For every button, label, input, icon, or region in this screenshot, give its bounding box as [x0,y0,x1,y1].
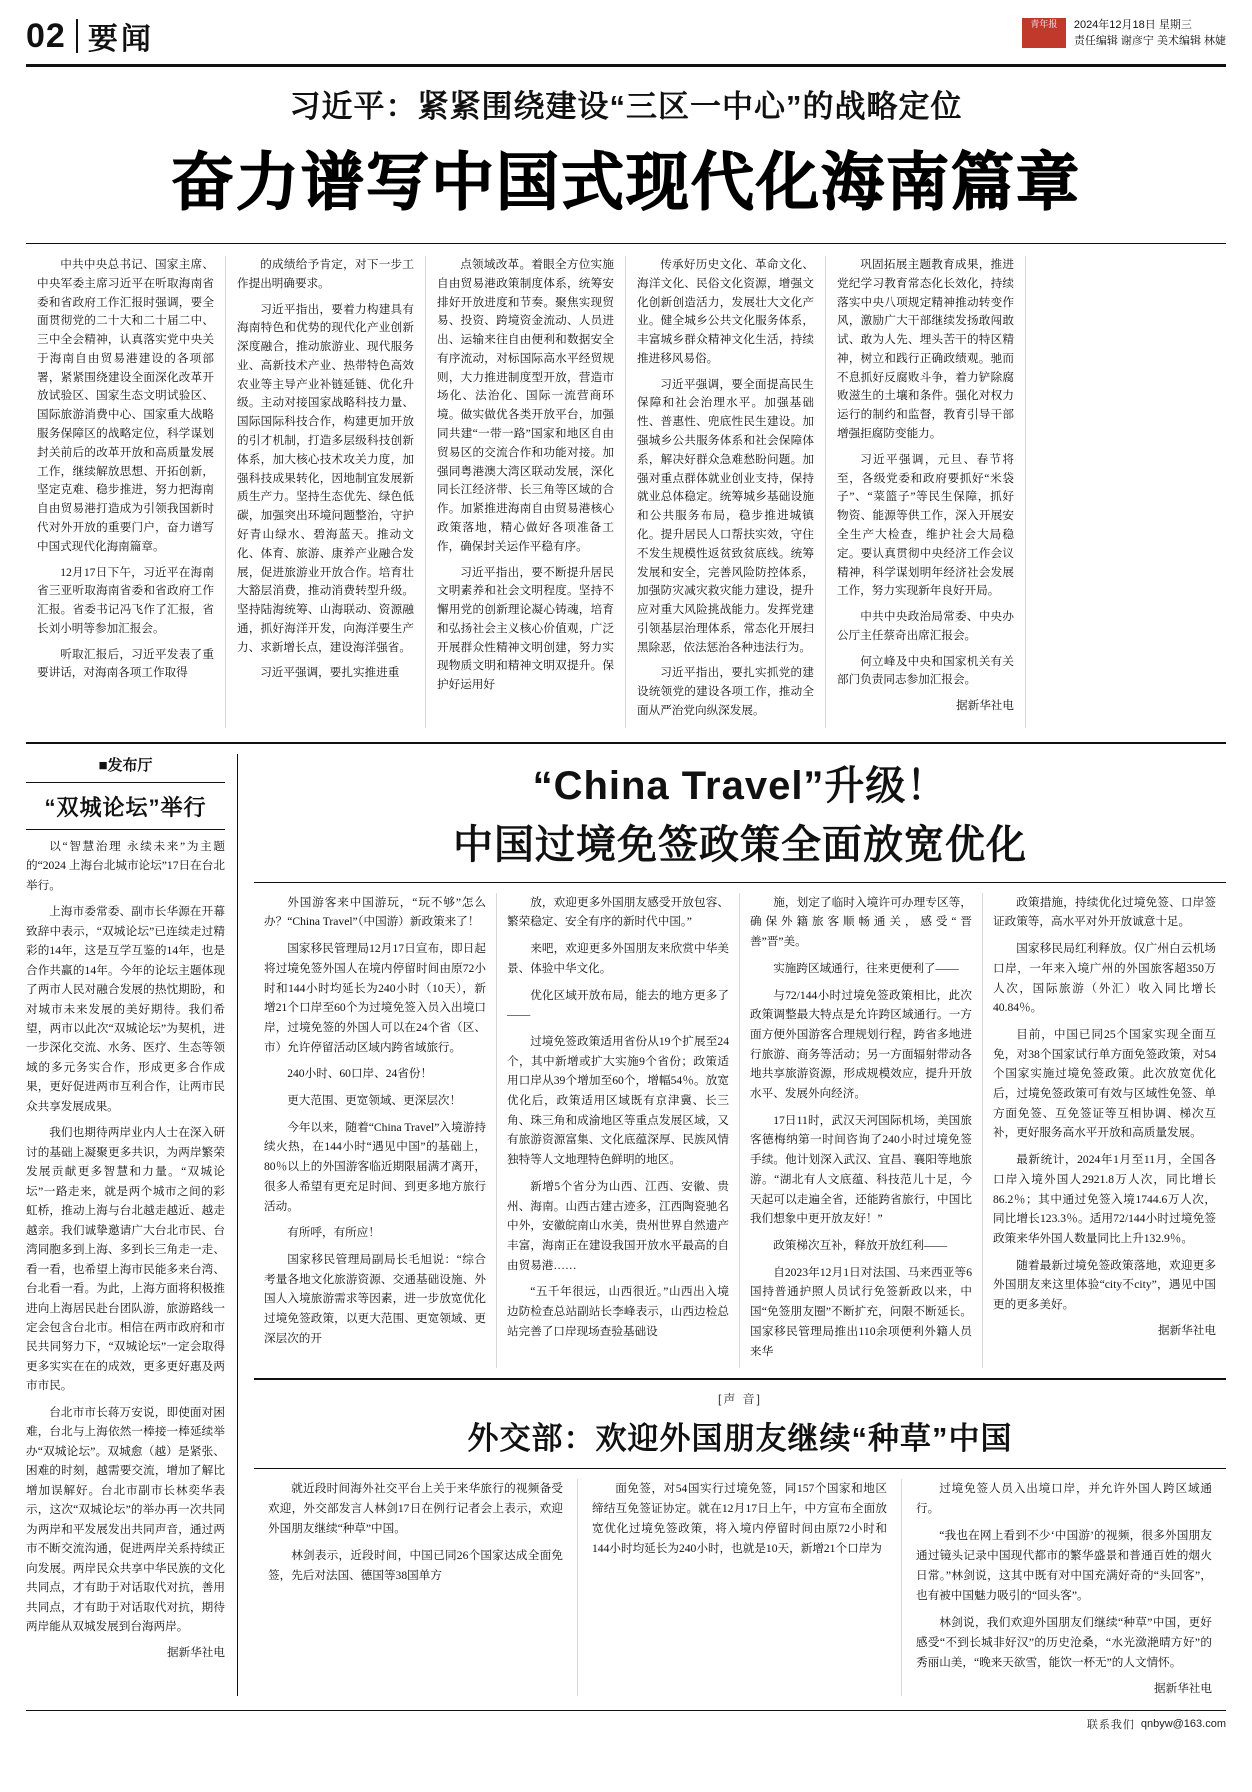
paragraph: “五千年很远，山西很近。”山西出入境边防检查总站副站长李峰表示，山西边检总站完善了口岸现场查验基础设 [507,1285,729,1338]
paragraph: 国家移民局红利释放。仅广州白云机场口岸，一年来入境广州的外国旅客超350万人次，国际旅游（外汇）收入同比增长40.84％。 [993,942,1216,1015]
ct-column-1 [254,893,497,1368]
paragraph: 政策措施，持续优化过境免签、口岸签证政策等，高水平对外开放诚意十足。 [993,895,1216,929]
paragraph: 优化区域开放布局，能去的地方更多了—— [507,988,729,1022]
paragraph: 听取汇报后，习近平发表了重要讲话，对海南各项工作取得 [37,647,214,680]
paragraph: 来吧，欢迎更多外国朋友来欣赏中华美景、体验中华文化。 [507,942,729,975]
paragraph: 今年以来，随着“China Travel”入境游持续火热，在144小时“遇见中国”的基础上，80％以上的外国游客临近期限届满才离开，很多人希望有更充足时间、到更多地方旅行活动。 [264,1120,486,1213]
china-travel-columns [254,893,1226,1368]
lead-article [26,256,1226,728]
paragraph: 传承好历史文化、革命文化、海洋文化、民俗文化资源，增强文化创新创造活力，发展壮大文化产业。健全城乡公共文化服务体系，丰富城乡群众精神文化生活，持续推进移风易俗。 [637,258,814,365]
paragraph: 我们也期待两岸业内人士在深入研讨的基础上凝聚更多共识，为两岸繁荣发展贡献更多智慧和力量。“双城论坛”一路走来，就是两个城市之间的彩虹桥，推动上海与台北越走越近、越走越亲。我们诚挚邀请广大台北市民、台湾同胞多到上海、多到长三角走一走、看一看，也希望上海市民能多来台湾、台北看一看。为此，上海方面将积极推进向上海居民赴台团队游，旅游路线一定会包含台北市。相信在两市政府和市民共同努力下，“双城论坛”一定会取得更多实实在在的成效，更多更好惠及两市市民。 [26,1126,225,1393]
page-footer [26,1710,1226,1732]
paragraph: 17日11时，武汉天河国际机场，美国旅客德梅纳第一时间咨询了240小时过境免签手续。他计划深入武汉、宜昌、襄阳等地旅游。“湖北有人文底蕴、科技范儿十足，今天起可以走遍全省，还能跨省旅行，中国比我们想象中更开放友好！” [750,1113,972,1226]
paragraph: 林剑说，我们欢迎外国朋友们继续“种草”中国，更好感受“不到长城非好汉”的历史沧桑，“水光潋滟晴方好”的秀丽山美，“晚来天欲雪，能饮一杯无”的人文情怀。 [916,1615,1212,1669]
paragraph: 中共中央总书记、国家主席、中央军委主席习近平在听取海南省委和省政府工作汇报时强调，要全面贯彻党的二十大和二十届二中、三中全会精神，认真落实党中央关于海南自由贸易港建设的各项部署，紧紧围绕建设全面深化改革开放试验区、国家生态文明试验区、国际旅游消费中心、国家重大战略服务保障区的战略定位，科学谋划封关前后的改革开放和高质量发展工作，继续解放思想、开拓创新，坚定克难、稳步推进，努力把海南自由贸易港打造成为引领我国新时代对外开放的重要门户，奋力谱写中国式现代化海南篇章。 [37,258,214,553]
paragraph: 施，划定了临时入境许可办理专区等，确保外籍旅客顺畅通关，感受“晋善”晋”美。 [750,895,972,949]
headline-rule [26,243,1226,244]
voice-columns [254,1479,1226,1695]
paragraph: 以“智慧治理 永续未来”为主题的“2024 上海台北城市论坛”17日在台北举行。 [26,839,225,892]
article-source: 据新华社电 [1158,1323,1216,1337]
paragraph: 中共中央政治局常委、中央办公厅主任蔡奇出席汇报会。 [837,610,1014,642]
paragraph: 面免签，对54国实行过境免签，同157个国家和地区缔结互免签证协定。就在12月17日上午，中方宣布全面放宽优化过境免签政策，将入境内停留时间由原72小时和144小时均延长为240小时，也就是10天，新增21个口岸为 [592,1482,887,1556]
forum-title: “双城论坛”举行 [44,794,207,820]
paragraph: 放，欢迎更多外国朋友感受开放包容、繁荣稳定、安全有序的新时代中国。” [507,895,729,929]
paragraph: 与72/144小时过境免签政策相比，此次政策调整最大特点是允许跨区域通行。一方面方便外国游客合理规划行程，跨省多地进行旅游、商务等活动；另一方面辐射带动各地共享旅游资源，形成规模效应，提升开放水平、发展外向经济。 [750,988,972,1101]
paragraph: 最新统计，2024年1月至11月，全国各口岸入境外国人2921.8万人次，同比增长86.2％；其中通过免签入境1744.6万人次，同比增长123.3％。适用72/144小时过境免签政策来华外国人数量同比上升132.9％。 [993,1153,1216,1245]
ct-column-2 [497,893,740,1368]
paragraph: 新增5个省分为山西、江西、安徽、贵州、海南。山西古建古迹多，江西陶瓷驰名中外，安徽皖南山水美，贵州世界自然遗产丰富，海南正在建设我国开放水平最高的自由贸易港…… [507,1179,729,1272]
voice-column-2 [578,1479,902,1695]
paragraph: 政策梯次互补，释放开放红利—— [773,1239,948,1252]
masthead [26,14,1226,67]
paragraph: 习近平指出，要着力构建具有海南特色和优势的现代化产业创新深度融合，推动旅游业、现代服务业、高新技术产业、热带特色高效农业等主导产业补链延链、优化升级。主动对接国家战略科技力量、国际国际科技合作，构建更加开放的引才机制，打造多层级科技创新体系，加大核心技术攻关力度，加强科技成果转化，因地制宜发展新质生产力。坚持生态优先、绿色低碳，加强突出环境问题整治，守护好青山绿水、碧海蓝天。推动文化、体育、旅游、康养产业融合发展，促进旅游业开放合作。培育壮大豁层消费，推动消费转型升级。坚持陆海统筹、山海联动、资源融通，抓好海洋开发，向海洋要生产力、求新增长点，建设海洋强省。 [237,302,414,654]
section-title: 要闻 [87,23,154,56]
ct-column-3 [740,893,983,1368]
forum-article [26,754,238,1696]
headline-kicker: 习近平：紧紧围绕建设“三区一中心”的战略定位 [289,89,963,124]
newspaper-logo: 青年报 [1022,18,1066,48]
voice-title: 外交部：欢迎外国朋友继续“种草”中国 [467,1421,1013,1457]
mid-section [26,742,1226,1696]
paragraph: 国家移民管理局12月17日宣布，即日起将过境免签外国人在境内停留时间由原72小时和144小时均延长为240小时（10天），新增21个口岸至60个为过境免签入员入出境口岸，过境免签的外国人可以在24个省（区、市）允许停留活动区域内跨省域旅行。 [264,942,486,1054]
china-travel-rule [254,882,1226,883]
paragraph: 过境免签人员入出境口岸，并允许外国人跨区域通行。 [916,1482,1212,1516]
paragraph: 上海市委常委、副市长华源在开幕致辞中表示，“双城论坛”已连续走过精彩的14年，这是互学互鉴的14年，也是合作共赢的14年。今年的论坛主题体现了两市人民对融合发展的热忱期盼，和对城市未来发展的美好期待。我们希望，两市以此次“双城论坛”为契机，进一步深化交流、水务、医疗、生态等领域的多元务实合作，形成更多合作成果，更好促进两市互利合作，让两市民众共享发展成果。 [26,905,225,1113]
paragraph: 习近平强调，要扎实推进重 [260,666,400,680]
china-travel-title-line1: “China Travel”升级！ [532,763,948,808]
ct-column-4 [983,893,1226,1368]
forum-rule-top [26,782,225,783]
paragraph: 习近平强调，元旦、春节将至，各级党委和政府要抓好“米袋子”、“菜篮子”等民生保障，抓好物资、能源等供工作，深入开展安全生产大检查，维护社会大局稳定。要认真贯彻中央经济工作会议精神，科学谋划明年经济社会发展工作，努力实现新年良好开局。 [837,452,1014,598]
masthead-meta [1074,18,1226,50]
editor-credits: 责任编辑 谢彦宁 美术编辑 林婕 [1073,34,1226,47]
contact-email: qnbyw@163.com [1140,1717,1226,1730]
china-travel-title-line2: 中国过境免签政策全面放宽优化 [453,822,1027,867]
paragraph: 有所呼，有所应！ [287,1226,380,1240]
paragraph: “我也在网上看到不少‘中国游’的视频，很多外国朋友通过镜头记录中国现代都市的繁华盛景和普通百姓的烟火日常。”林剑说，这其中既有对中国充满好奇的“头回客”，也有被中国魅力吸引的“回头客”。 [916,1529,1212,1602]
paragraph: 林剑表示，近段时间，中国已同26个国家达成全面免签，先后对法国、德国等38国单方 [268,1549,563,1582]
masthead-right [1022,14,1226,50]
voice-article [254,1378,1226,1695]
paragraph: 目前，中国已同25个国家实现全面互免，对38个国家试行单方面免签政策，对54个国家实施过境免签政策。此次放宽优化后，过境免签政策可有效与区域性免签、单方面免签、互免签证等互相协调、梯次互补，更好服务高水平开放和高质量发展。 [993,1027,1216,1140]
issue-date: 2024年12月18日 星期三 [1073,19,1192,31]
voice-column-3 [902,1479,1226,1695]
paragraph: 就近段时间海外社交平台上关于来华旅行的视频备受欢迎，外交部发言人林剑17日在例行记者会上表示，欢迎外国朋友继续“种草”中国。 [268,1482,563,1536]
masthead-divider [76,19,78,53]
lead-column-1 [26,256,226,728]
page-number: 02 [26,16,66,55]
paragraph: 随着最新过境免签政策落地，欢迎更多外国朋友来这里体验“city不city”，遇见中国更的更多美好。 [993,1258,1216,1312]
paragraph: 习近平指出，要不断提升居民文明素养和社会文明程度。坚持不懈用党的创新理论凝心铸魂，培育和弘扬社会主义核心价值观，广泛开展群众性精神文明创建，努力实现物质文明和精神文明双提升。保护好运用好 [437,565,614,692]
paragraph: 的成绩给予肯定，对下一步工作提出明确要求。 [237,258,414,290]
lead-column-4 [626,256,826,728]
voice-tag: [声 音] [717,1392,762,1407]
paragraph: 240小时、60口岸、24省份！ [287,1067,433,1081]
article-source: 据新华社电 [1154,1681,1212,1695]
paragraph: 实施跨区域通行，往来更便利了—— [773,961,959,975]
headline-title: 奋力谱写中国式现代化海南篇章 [171,148,1081,218]
lead-column-2 [226,256,426,728]
paragraph: 12月17日下午，习近平在海南省三亚听取海南省委和省政府工作汇报。省委书记冯飞作了汇报，省长刘小明等参加汇报会。 [37,565,214,635]
voice-rule [254,1468,1226,1469]
china-travel-article [238,754,1226,1696]
paragraph: 习近平指出，要扎实抓党的建设统领党的建设各项工作，推动全面从严治党向纵深发展。 [637,666,814,717]
article-source: 据新华社电 [956,699,1014,713]
paragraph: 点领域改革。着眼全方位实施自由贸易港政策制度体系，统筹安排好开放进度和节奏。聚焦实现贸易、投资、跨境资金流动、人员进出、运输来往自由便利和数据安全有序流动，对标国际高水平经贸规则，大力推进制度型开放，营造市场化、法治化、国际一流营商环境。做实做优各类开放平台，加强同共建“一带一路”国家和地区自由贸易区的交流合作和功能对接。加强同粤港澳大湾区联动发展，深化同长江经济带、长三角等区域的合作。加紧推进海南自由贸易港核心政策落地，精心做好各项准备工作，确保封关运作平稳有序。 [437,258,614,553]
lead-column-6 [1026,256,1226,728]
paragraph: 过境免签政策适用省份从19个扩展至24个，其中新增或扩大实施9个省份；政策适用口岸从39个增加至60个，增幅54％。放宽优化后，政策适用区域既有京津冀、长三角、珠三角和成渝地区等重点发展区域，又有旅游资源富集、文化底蕴深厚、民族风情独特等人文地理特色鲜明的地区。 [507,1034,729,1167]
forum-rule-bottom [26,829,225,830]
paragraph: 国家移民管理局副局长毛旭说：“综合考量各地文化旅游资源、交通基础设施、外国人入境旅游需求等因素，进一步放宽优化过境免签政策，以更大范围、更宽领域、更深层次的开 [264,1253,486,1345]
paragraph: 何立峰及中央和国家机关有关部门负责同志参加汇报会。 [837,654,1014,687]
paragraph: 自2023年12月1日对法国、马来西亚等6国持普通护照人员试行免签新政以来，中国“免签朋友圈”不断扩充，问限不断延长。国家移民管理局推出110余项便利外籍人员来华 [750,1265,972,1358]
paragraph: 外国游客来中国游玩，“玩不够”怎么办？“China Travel”（中国游）新政策来了！ [264,895,486,929]
forum-badge: ■发布厅 [98,756,153,774]
paragraph: 台北市市长蒋万安说，即使面对困难，台北与上海依然一棒接一棒延续举办“双城论坛”。双城愈（越）是紧张、困难的时刻，越需要交流，增加了解比增加误解好。台北市副市长林奕华表示，这次“双城论坛”的举办再一次共同为两岸和平发展发出共同声音，通过两市不断交流沟通，促进两岸关系持续正向发展。两岸民众共享中华民族的文化共同点，才有助于对话取代对抗，善用共同点，才有助于对话取代对抗，期待两岸能从双城发展到台海两岸。 [26,1405,225,1634]
masthead-left [26,14,154,58]
paragraph: 习近平强调，要全面提高民生保障和社会治理水平。加强基础性、普惠性、兜底性民生建设。加强城乡公共服务体系和社会保障体系，解决好群众急难愁盼问题。加强对重点群体就业创业支持，保持就业总体稳定。统筹城乡基础设施和公共服务布局，稳步推进城镇化。提升居民人口帮扶实效，守住不发生规模性返贫致贫底线。统筹发展和安全，完善风险防控体系，加强防灾减灾救灾能力建设，提升应对重大风险挑战能力。发挥党建引领基层治理体系，常态化开展扫黑除恶，依法惩治各种违法行为。 [637,377,814,654]
lead-column-3 [426,256,626,728]
headline-block [26,67,1226,233]
contact-label: 联系我们 [1086,1718,1135,1731]
article-source: 据新华社电 [167,1645,225,1659]
paragraph: 更大范围、更宽领域、更深层次！ [287,1094,462,1108]
paragraph: 巩固拓展主题教育成果，推进党纪学习教育常态化长效化，持续落实中央八项规定精神推动转变作风，激励广大干部继续发扬敢闯敢试、敢为人先、埋头苦干的特区精神，树立和践行正确政绩观。驰而不息抓好反腐败斗争，着力铲除腐败滋生的土壤和条件。强化对权力运行的制约和监督，教育引导干部增强拒腐防变能力。 [837,258,1014,441]
lead-column-5 [826,256,1026,728]
voice-column-1 [254,1479,578,1695]
